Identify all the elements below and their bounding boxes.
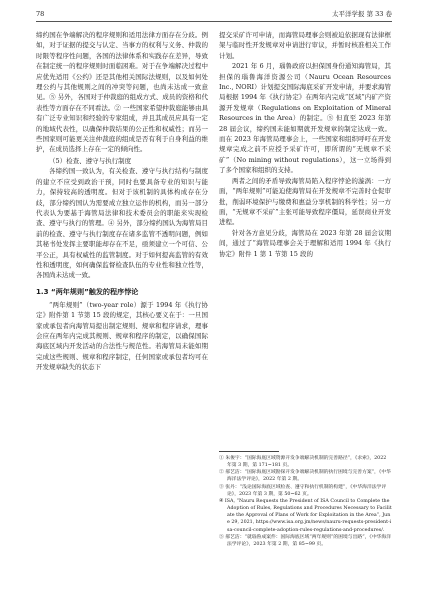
- footnote-item: ③ 张丹：“浅论国际海底区域检查、遵守和执行机制的构建”，《中华海洋法学评论》，2023 年第 3 期，第 50~62 页。: [219, 484, 387, 497]
- body-paragraph: 2021 年 6 月，瑙鲁政府以担保国身份通知海管局，其担保的瑙鲁海洋资源公司（Nauru Ocean Resources Inc., NORI）计划提交国际海底采矿开发申请，并要求海管局根据 1994 年《执行协定》在两年内完成“区域”内矿产资源开发规章（Regulations on Exploitation of Mineral Resources in the Area）的制定。⑤ 但直至 2023 年第 28 届会议，缔约国未能如期就开发规章的制定达成一致。而在 2023 年海管局理事会上，一些国家和组织呼吁在开发规章完成之前不应授予采矿许可，即所谓的“无规章不采矿”（No mining without regulations），这一立场得到了多个国家和组织的支持。: [219, 62, 391, 175]
- left-column: [36, 30, 208, 373]
- page-number: 78: [36, 10, 45, 18]
- footnote-item: ④ ISA, “Nauru Requests the President of ISA Council to Complete the Adoption of Rules, Regulations and Procedures Necessary to Facilitate the Approval of Plans of Work for Exploitation in the Area”, June 29, 2021, https://www.isa.org.jm/news/nauru-requests-president-isa-council-complete-adoption-rules-regulations-and-procedures/.: [219, 498, 392, 533]
- right-column: [219, 30, 391, 259]
- footnote-divider: [219, 451, 279, 452]
- body-paragraph: “两年规则”（two-year role）源于 1994 年《执行协定》附件第 1 节第 15 段的规定，其核心要义在于：一旦国家或承包者向海管局提出制定规则、规章和程序请求，理事会应在两年内完成其规则、规章和程序的制定，以确保国际海底区域内开发活动的合法性与规范性。若海管局未能如期完成这些规则、规章和程序制定，任何国家或承包者均可在开发规章缺失的状态下: [36, 300, 208, 372]
- body-paragraph: 针对各方意见分歧，海管局在 2023 年第 28 届会议期间，通过了“海管局理事会关于理解和适用 1994 年《执行协定》附件 1 第 1 节第 15 段的: [219, 228, 391, 258]
- footnote-item: ① 朱俊宇：“国际海底区域资源开发争端解决机制的完善路径”，《求索》，2022 年第 3 期，第 171~181 页。: [219, 456, 387, 469]
- body-paragraph: 两者之间的矛盾导致海管局陷入程序悖论的漩涡：一方面，“两年规则”可能迫使海管局在开发规章不完善时仓促审批，削弱环境保护与缴费和惠益分享机制的科学性；另一方面，“无规章不采矿”主张可能导致程序僵局，延误商业开发进程。: [219, 176, 391, 227]
- journal-title: 太平洋学报 第 33 卷: [332, 10, 392, 18]
- section-heading: 1.3 “两年规则”触发的程序悖论: [36, 286, 139, 296]
- subsection-label: （5）检查、遵守与执行制度: [49, 156, 132, 165]
- body-paragraph: 提交采矿许可申请，而海管局理事会则被迫依据现有法律框架与临时性开发规章对申请进行审议，并暂时核准相关工作计划。: [219, 31, 391, 60]
- footnote-item: ② 郝艺洁：“国际海底区域勘探开发争端解决机制的执行困境与完善方案”，《中华海洋法学评论》，2022 年第 2 期。: [219, 470, 391, 483]
- body-paragraph: 各缔约国一致认为，有关检查、遵守与执行结构与制度的建立不应受到政治干预，同时也要具备专业的知识与能力，保持较高的透明度。但对于该机制的具体构成存在分歧，部分缔约国认为需要成立独立运作的机构，而另一部分代表认为要基于海管局法律和技术委员会的职能来实现检查、遵守与执行的管理。④ 另外，部分缔约国认为海管局目前的检查、遵守与执行制度存在诸多监管不透明问题，例如其秘书处发挥主要职能却存在不足，亟须建立一个可信、公平公正，具有权威性的监管制度。对于如何提高监管的有效性和透明度，如何确保监督检查队伍的专业性和独立性等，各国尚未达成一致。: [36, 167, 208, 280]
- footnotes: [219, 451, 392, 548]
- body-paragraph: 缔约国在争端解决的程序规则和适用法律方面存在分歧。例如，对于证据的提交与认定、当事方的权利与义务、仲裁的时限等程序性问题，各国的法律体系和实践存在差异，导致在制定统一的程序规则时面临困难。对于在争端解决过程中应优先适用《公约》还是其他相关国际法规则，以及如何处理公约与其他规则之间的冲突等问题，也尚未达成一致意见。⑤ 另外，各国对于仲裁庭的组成方式、成员的资格和代表性等方面存在不同看法。② 一些国家希望仲裁庭能够由具有广泛专业知识和经验的专家组成，并且其成员应具有一定的地域代表性，以确保仲裁结果的公正性和权威性；而另一些国家则可能更关注仲裁庭的组成是否有利于自身利益的维护，在成员选择上存在一定的倾向性。: [36, 31, 208, 154]
- running-header: [36, 9, 392, 22]
- footnote-item: ⑤ 郝艺洁：“就瑙鲁成案件：国际海底区域“两年规则”的困境与出路”，《中华海洋法学评论》，2023 年第 2 期，第 85~99 页。: [219, 534, 392, 547]
